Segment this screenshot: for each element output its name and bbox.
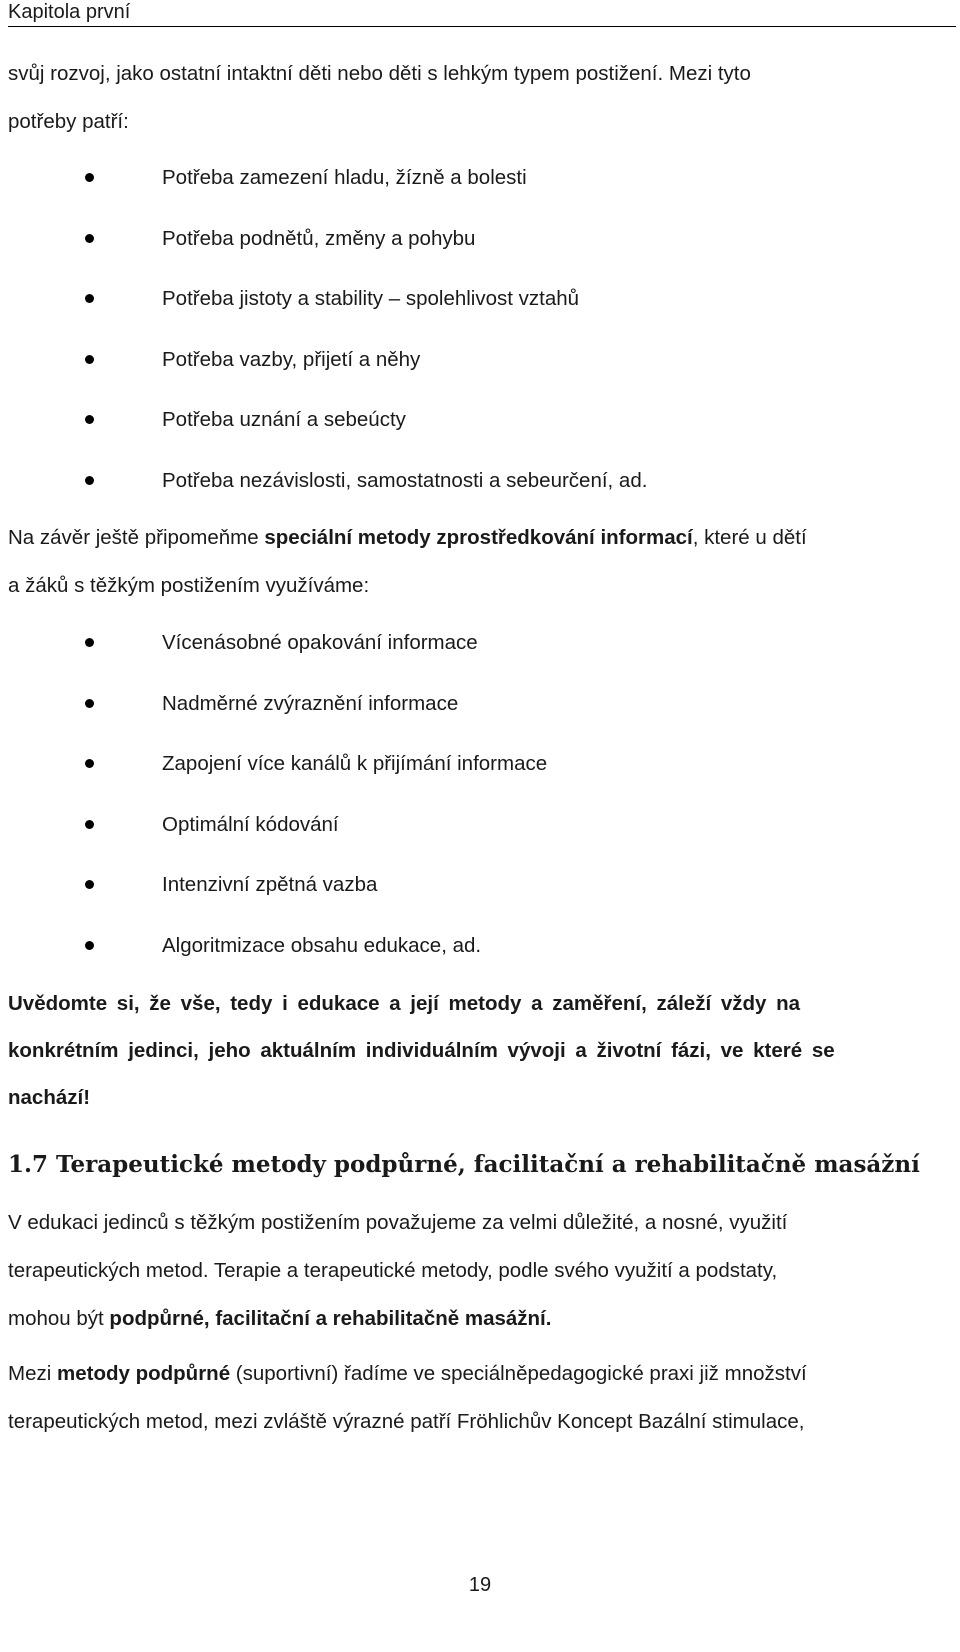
methods-intro-line-2: a žáků s těžkým postižením využíváme: xyxy=(8,574,370,597)
emphasis-line-2: konkrétním jedinci, jeho aktuálním individuálním vývoji a životní fázi, ve které se xyxy=(8,1039,835,1062)
bullet-icon xyxy=(85,880,94,889)
list-item-text: Potřeba nezávislosti, samostatnosti a sebeurčení, ad. xyxy=(162,468,648,492)
paragraph-1-line-2: terapeutických metod. Terapie a terapeutické metody, podle svého využití a podstaty, xyxy=(8,1259,778,1282)
page-number: 19 xyxy=(468,1574,492,1596)
list-item-text: Potřeba zamezení hladu, žízně a bolesti xyxy=(162,166,527,189)
bullet-icon xyxy=(85,699,94,708)
bullet-icon xyxy=(85,415,94,424)
list-item-text: Potřeba uznání a sebeúcty xyxy=(162,408,406,431)
bullet-icon xyxy=(85,355,94,364)
bullet-icon xyxy=(85,638,94,647)
emphasis-line-1: Uvědomte si, že vše, tedy i edukace a její metody a zaměření, záleží vždy na xyxy=(8,992,801,1015)
list-item xyxy=(0,870,960,931)
list-item-text: Intenzivní zpětná vazba xyxy=(162,873,378,896)
list-item xyxy=(0,163,960,224)
methods-intro-text: Na závěr ještě připomeňme xyxy=(8,526,265,549)
list-item xyxy=(0,405,960,466)
paragraph-2-text: Mezi xyxy=(8,1362,57,1385)
paragraph-2-tail: (suportivní) řadíme ve speciálněpedagogické praxi již množství xyxy=(230,1362,807,1385)
list-item xyxy=(0,749,960,810)
list-item xyxy=(0,689,960,750)
paragraph-1-bold: podpůrné, facilitační a rehabilitačně masážní. xyxy=(109,1307,552,1330)
list-item xyxy=(0,224,960,285)
list-item-text: Algoritmizace obsahu edukace, ad. xyxy=(162,933,482,957)
list-item-text: Potřeba jistoty a stability – spolehlivost vztahů xyxy=(162,287,580,310)
list-item xyxy=(0,284,960,345)
body-paragraph-2 xyxy=(8,1350,948,1446)
methods-intro-paragraph xyxy=(8,514,948,610)
emphasis-paragraph xyxy=(8,980,948,1121)
intro-line-1: svůj rozvoj, jako ostatní intaktní děti nebo děti s lehkým typem postižení. Mezi tyto xyxy=(8,62,751,85)
methods-intro-tail: , které u dětí xyxy=(692,526,807,549)
paragraph-2-bold: metody podpůrné xyxy=(56,1362,231,1385)
running-header xyxy=(8,0,956,27)
bullet-icon xyxy=(85,759,94,768)
emphasis-line-3: nachází! xyxy=(8,1086,91,1109)
list-item-text: Potřeba vazby, přijetí a něhy xyxy=(162,347,421,371)
intro-line-2: potřeby patří: xyxy=(8,110,129,133)
list-item-text: Potřeba podnětů, změny a pohybu xyxy=(162,226,476,250)
bullet-icon xyxy=(85,476,94,485)
intro-paragraph xyxy=(8,50,948,146)
paragraph-2-line-2: terapeutických metod, mezi zvláště výrazné patří Fröhlichův Koncept Bazální stimulace, xyxy=(8,1410,805,1433)
chapter-title: Kapitola první xyxy=(8,1,131,23)
bullet-icon xyxy=(85,941,94,950)
list-item xyxy=(0,628,960,689)
paragraph-1-line-1: V edukaci jedinců s těžkým postižením považujeme za velmi důležité, a nosné, využití xyxy=(8,1211,788,1234)
bullet-icon xyxy=(85,294,94,303)
bullet-icon xyxy=(85,234,94,243)
list-item xyxy=(0,810,960,871)
body-paragraph-1 xyxy=(8,1199,948,1343)
list-item xyxy=(0,345,960,406)
bullet-icon xyxy=(85,173,94,182)
list-item-text: Nadměrné zvýraznění informace xyxy=(162,691,459,715)
paragraph-1-line-3: mohou být xyxy=(8,1307,110,1330)
methods-intro-bold: speciální metody zprostředkování informací xyxy=(264,526,693,549)
needs-list xyxy=(0,163,960,526)
list-item-text: Zapojení více kanálů k přijímání informace xyxy=(162,752,548,775)
list-item-text: Vícenásobné opakování informace xyxy=(162,631,478,654)
list-item-text: Optimální kódování xyxy=(162,812,339,836)
bullet-icon xyxy=(85,820,94,829)
methods-list xyxy=(0,628,960,991)
section-heading: 1.7 Terapeutické metody podpůrné, facilitační a rehabilitačně masážní xyxy=(8,1151,920,1178)
